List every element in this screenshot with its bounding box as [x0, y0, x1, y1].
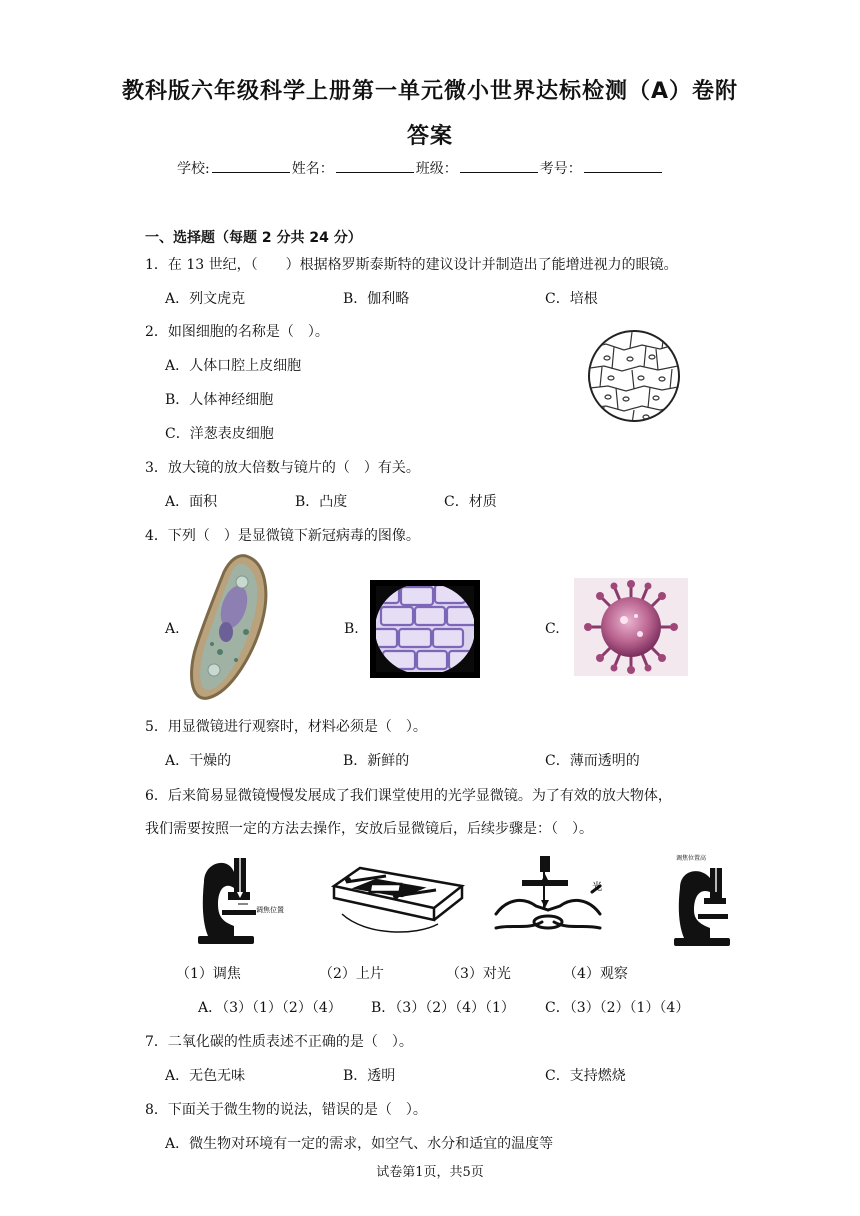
focus-position-high-label: 调焦位置高: [676, 855, 707, 862]
q2-option-b: B．人体神经细胞: [165, 392, 274, 408]
question-4-stem: 4．下列（ ）是显微镜下新冠病毒的图像。: [145, 528, 420, 544]
question-6-stem-line1: 6．后来简易显微镜慢慢发展成了我们课堂使用的光学显微镜。为了有效的放大物体，: [145, 788, 672, 804]
class-label: 班级：: [415, 161, 458, 177]
school-label: 学校:: [177, 161, 210, 177]
question-7-stem: 7．二氧化碳的性质表述不正确的是（ ）。: [145, 1034, 413, 1050]
q6-caption-2: （2）上片: [319, 966, 384, 982]
q6-caption-1: （1）调焦: [176, 966, 241, 982]
name-blank: [336, 160, 414, 173]
question-6-stem-line2: 我们需要按照一定的方法去操作，安放后显微镜后，后续步骤是：（ ）。: [145, 821, 593, 837]
focus-position-label: 调焦位置: [256, 906, 284, 914]
q7-option-c: C．支持燃烧: [545, 1068, 626, 1084]
microscope-cells-image: [373, 583, 477, 675]
exam-no-label: 考号：: [539, 161, 582, 177]
microscope-observe-image: [674, 852, 730, 948]
microscope-slide-image: [326, 856, 466, 938]
q4-option-b: B.: [344, 621, 359, 637]
school-blank: [212, 160, 290, 173]
page-title-continued: 答案: [406, 124, 453, 149]
q5-option-b: B．新鲜的: [343, 753, 410, 769]
q6-caption-4: （4）观察: [563, 966, 628, 982]
question-3-stem: 3．放大镜的放大倍数与镜片的（ ）有关。: [145, 460, 420, 476]
class-blank: [460, 160, 538, 173]
student-info-line: [177, 158, 664, 178]
microscope-light-image: [492, 852, 604, 944]
light-symbol: 光: [592, 882, 602, 893]
q3-option-a: A．面积: [165, 494, 218, 510]
page-title: 教科版六年级科学上册第一单元微小世界达标检测（A）卷附: [121, 79, 739, 104]
q6-option-c: C．（3）（2）（1）（4）: [545, 1000, 690, 1016]
q6-option-b: B．（3）（2）（4）（1）: [371, 1000, 515, 1016]
section-heading: 一、选择题（每题 2 分共 24 分）: [145, 230, 362, 246]
q8-option-a: A．微生物对环境有一定的需求，如空气、水分和适宜的温度等: [165, 1136, 554, 1152]
q4-option-a: A.: [165, 621, 180, 637]
name-label: 姓名：: [291, 161, 334, 177]
question-1-stem: 1．在 13 世纪，（ ）根据格罗斯泰斯特的建议设计并制造出了能增进视力的眼镜。: [145, 257, 678, 273]
q1-option-c: C．培根: [545, 291, 598, 307]
page-footer: 试卷第1页，共5页: [376, 1165, 484, 1180]
question-2-stem: 2．如图细胞的名称是（ ）。: [145, 324, 329, 340]
q2-option-c: C．洋葱表皮细胞: [165, 426, 274, 442]
q3-option-c: C．材质: [444, 494, 497, 510]
coronavirus-image: [574, 578, 688, 676]
q4-option-c: C.: [545, 621, 560, 637]
exam-no-blank: [584, 160, 662, 173]
microscope-focus-image: [198, 852, 284, 948]
q6-caption-3: （3）对光: [446, 966, 511, 982]
q6-option-a: A．（3）（1）（2）（4）: [198, 1000, 342, 1016]
paramecium-image: [186, 552, 274, 702]
q5-option-c: C．薄而透明的: [545, 753, 640, 769]
q7-option-a: A．无色无味: [165, 1068, 246, 1084]
q1-option-b: B．伽利略: [343, 291, 410, 307]
onion-cell-diagram-image: [586, 326, 682, 426]
question-8-stem: 8．下面关于微生物的说法，错误的是（ ）。: [145, 1102, 427, 1118]
q3-option-b: B．凸度: [295, 494, 348, 510]
q2-option-a: A．人体口腔上皮细胞: [165, 358, 302, 374]
question-5-stem: 5．用显微镜进行观察时，材料必须是（ ）。: [145, 719, 427, 735]
q1-option-a: A．列文虎克: [165, 291, 246, 307]
q7-option-b: B．透明: [343, 1068, 396, 1084]
q5-option-a: A．干燥的: [165, 753, 232, 769]
